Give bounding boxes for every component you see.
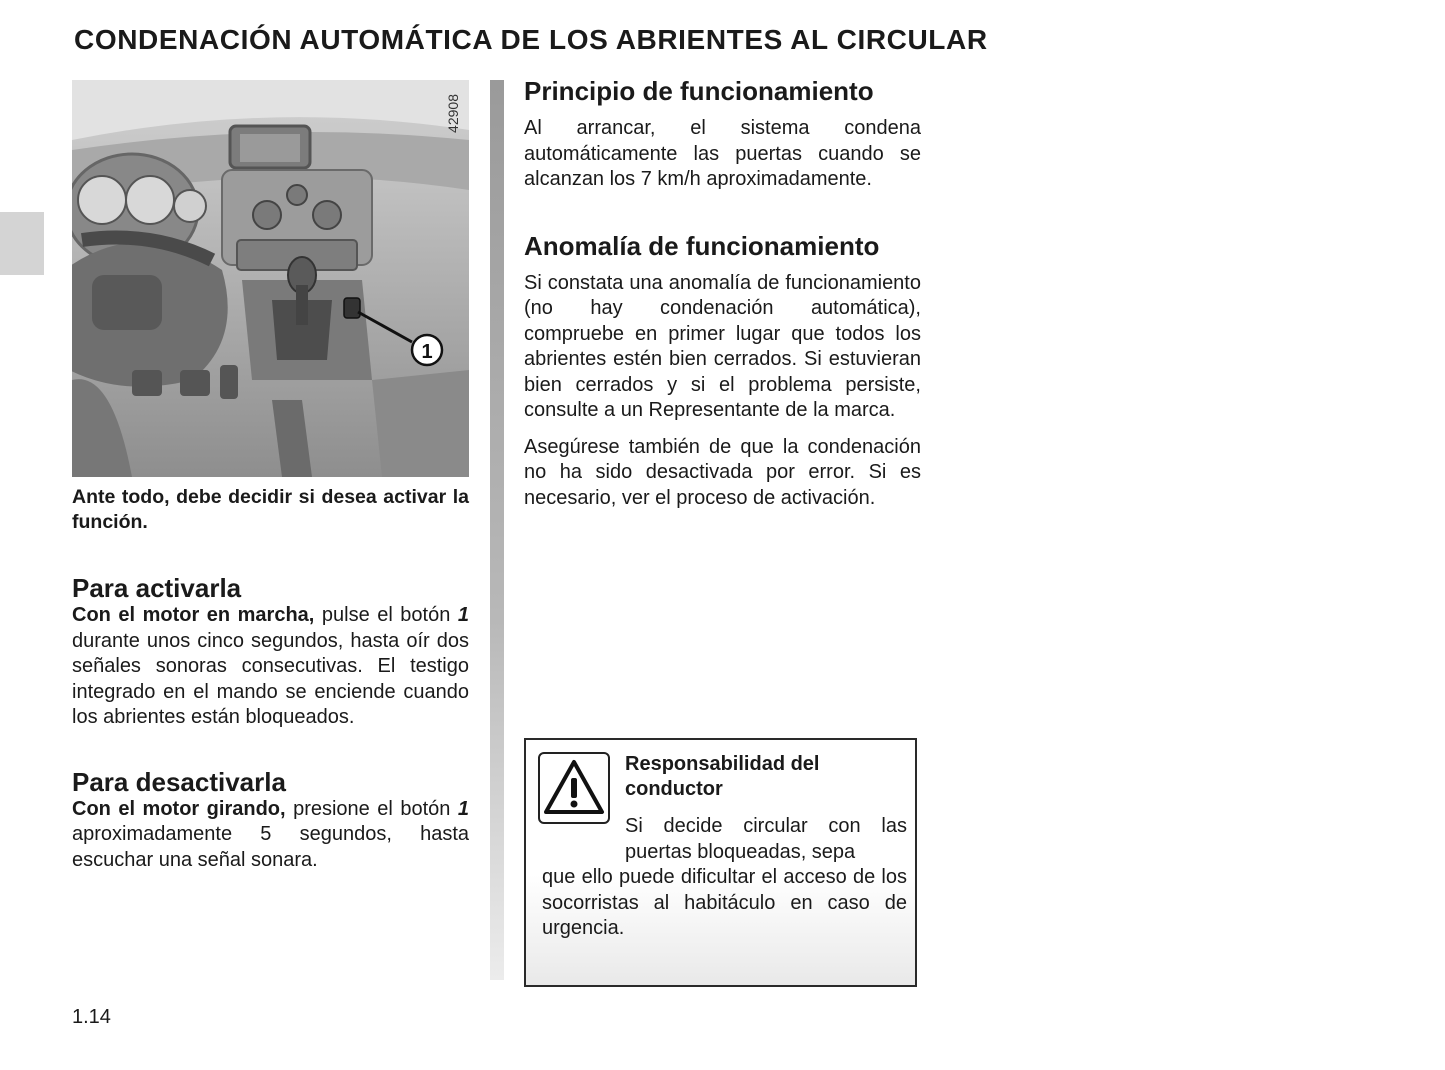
deactivate-section xyxy=(72,767,469,874)
activate-heading: Para activarla xyxy=(72,573,242,603)
figure-callout: 1 xyxy=(421,341,433,363)
warning-title: Responsabilidad del conductor xyxy=(625,753,820,800)
column-divider xyxy=(490,80,504,980)
anomaly-text-2: Asegúrese también de que la condenación no ha sido desactivada por error. Si es necesario, ver el proceso de activación. xyxy=(524,435,921,509)
page-title: CONDENACIÓN AUTOMÁTICA DE LOS ABRIENTES AL CIRCULAR xyxy=(74,24,988,55)
right-column xyxy=(524,76,921,511)
principle-text: Al arrancar, el sistema condena automáticamente las puertas cuando se alcanzan los 7 km/h aproximadamente. xyxy=(524,117,921,190)
deactivate-heading: Para desactivarla xyxy=(72,766,286,797)
dashboard-figure xyxy=(72,80,469,477)
figure-caption: Ante todo, debe decidir si desea activar la función. xyxy=(72,486,469,533)
anomaly-section xyxy=(524,231,921,512)
left-column xyxy=(72,80,469,873)
figure-number: 42908 xyxy=(445,94,461,133)
dashboard-illustration-icon xyxy=(72,80,469,477)
anomaly-heading: Anomalía de funcionamiento xyxy=(524,230,880,261)
activate-text: Con el motor en marcha, pulse el botón 1 durante unos cinco segundos, hasta oír dos señales sonoras consecutivas. El testigo integrado en el mando se enciende cuando los abrientes están bloqueados. xyxy=(72,604,469,728)
principle-heading: Principio de funcionamiento xyxy=(524,76,874,106)
warning-box xyxy=(524,738,917,987)
chapter-tab xyxy=(0,212,44,275)
deactivate-text: Con el motor girando, presione el botón 1 aproximadamente 5 segundos, hasta escuchar una señal sonara. xyxy=(72,797,469,871)
activate-section xyxy=(72,573,469,731)
warning-text: Si decide circular con las puertas bloqueadas, sepa que ello puede dificultar el acceso de los socorristas al habitáculo en caso de urgencia. xyxy=(542,815,907,939)
page-number: 1.14 xyxy=(72,1006,111,1028)
anomaly-text-1: Si constata una anomalía de funcionamiento (no hay condenación automática), compruebe en primer lugar que todos los abrientes estén bien cerrados. Si estuvieran bien cerrados y si el problema persiste, consulte a un Representante de la marca. xyxy=(524,271,921,421)
